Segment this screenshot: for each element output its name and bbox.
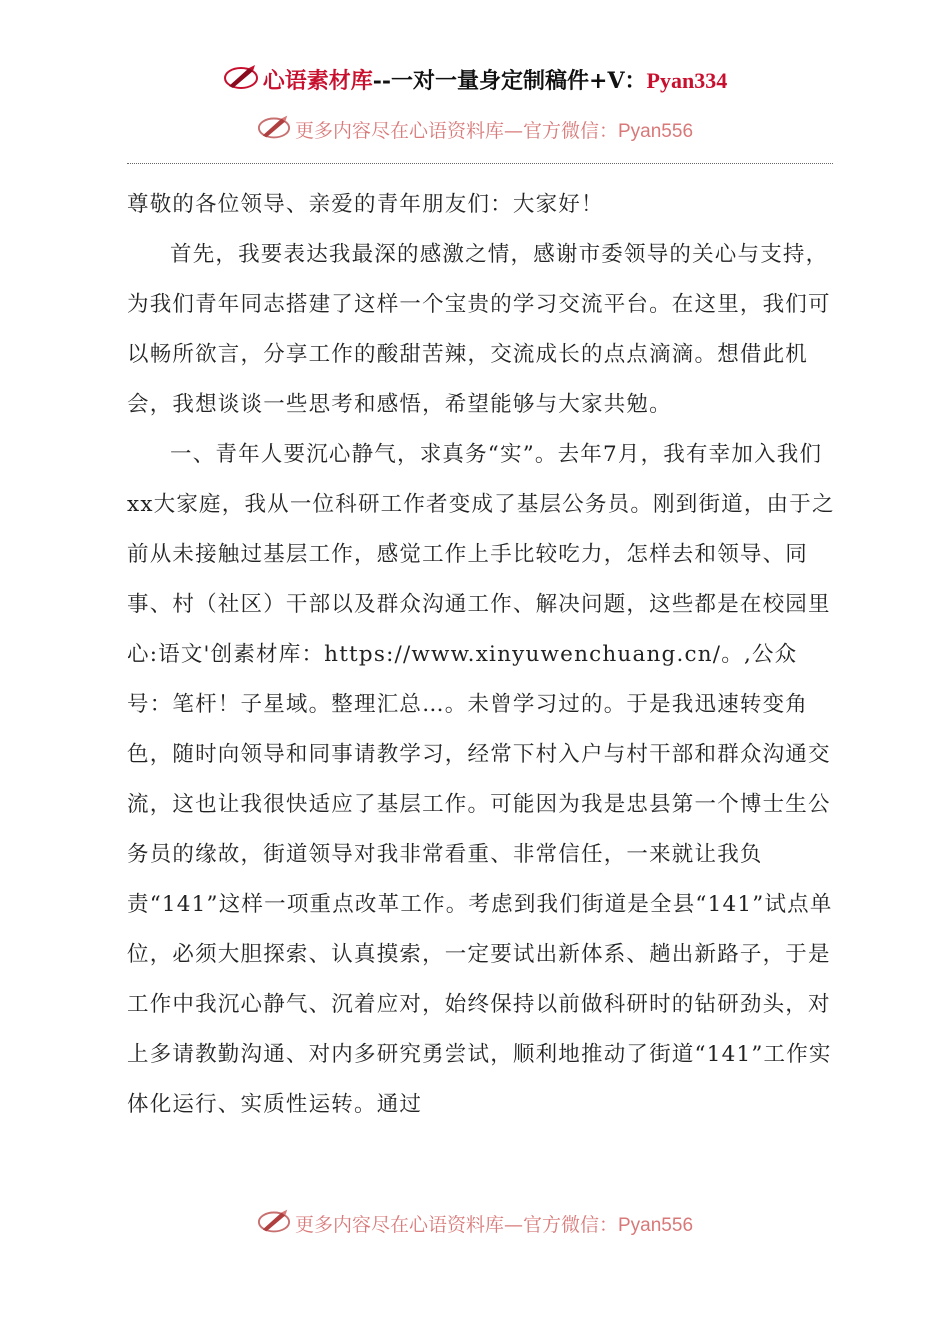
- header-subline: [0, 114, 950, 150]
- header-banner: [0, 64, 950, 100]
- header-wechat-id: Pyan334: [646, 68, 728, 93]
- header-divider: [127, 163, 833, 164]
- paragraph: 一、青年人要沉心静气，求真务“实”。去年7月，我有幸加入我们xx大家庭，我从一位科研工作者变成了基层公务员。刚到街道，由于之前从未接触过基层工作，感觉工作上手比较吃力，怎样去和领导、同事、村（社区）干部以及群众沟通工作、解决问题，这些都是在校园里心:语文'创素材库：https://www.xinyuwenchuang.cn/。,公众号：笔杆！子星域。整理汇总…。未曾学习过的。于是我迅速转变角色，随时向领导和同事请教学习，经常下村入户与村干部和群众沟通交流，这也让我很快适应了基层工作。可能因为我是忠县第一个博士生公务员的缘故，街道领导对我非常看重、非常信任，一来就让我负责“141”这样一项重点改革工作。考虑到我们街道是全县“141”试点单位，必须大胆探索、认真摸索，一定要试出新体系、趟出新路子，于是工作中我沉心静气、沉着应对，始终保持以前做科研时的钻研劲头，对上多请教勤沟通、对内多研究勇尝试，顺利地推动了街道“141”工作实体化运行、实质性运转。通过: [127, 442, 835, 1117]
- footer-id: Pyan556: [618, 1215, 694, 1236]
- header-subline-text: 更多内容尽在心语资料库—官方微信：: [294, 120, 618, 142]
- header-subline-id: Pyan556: [618, 121, 694, 142]
- paragraph: 首先，我要表达我最深的感激之情，感谢市委领导的关心与支持，为我们青年同志搭建了这样一个宝贵的学习交流平台。在这里，我们可以畅所欲言，分享工作的酸甜苦辣，交流成长的点点滴滴。想借此机会，我想谈谈一些思考和感悟，希望能够与大家共勉。: [127, 242, 831, 417]
- pen-logo-icon: [223, 64, 259, 100]
- footer-banner: [0, 1208, 950, 1244]
- document-body: [127, 180, 839, 1130]
- greeting: 尊敬的各位领导、亲爱的青年朋友们：大家好！: [127, 192, 604, 217]
- pen-logo-icon: [257, 1208, 291, 1244]
- pen-logo-icon: [257, 114, 291, 150]
- footer-text: 更多内容尽在心语资料库—官方微信：: [294, 1214, 618, 1236]
- brand-name: 心语素材库: [262, 68, 373, 94]
- header-slogan: --一对一量身定制稿件+V：: [372, 68, 647, 94]
